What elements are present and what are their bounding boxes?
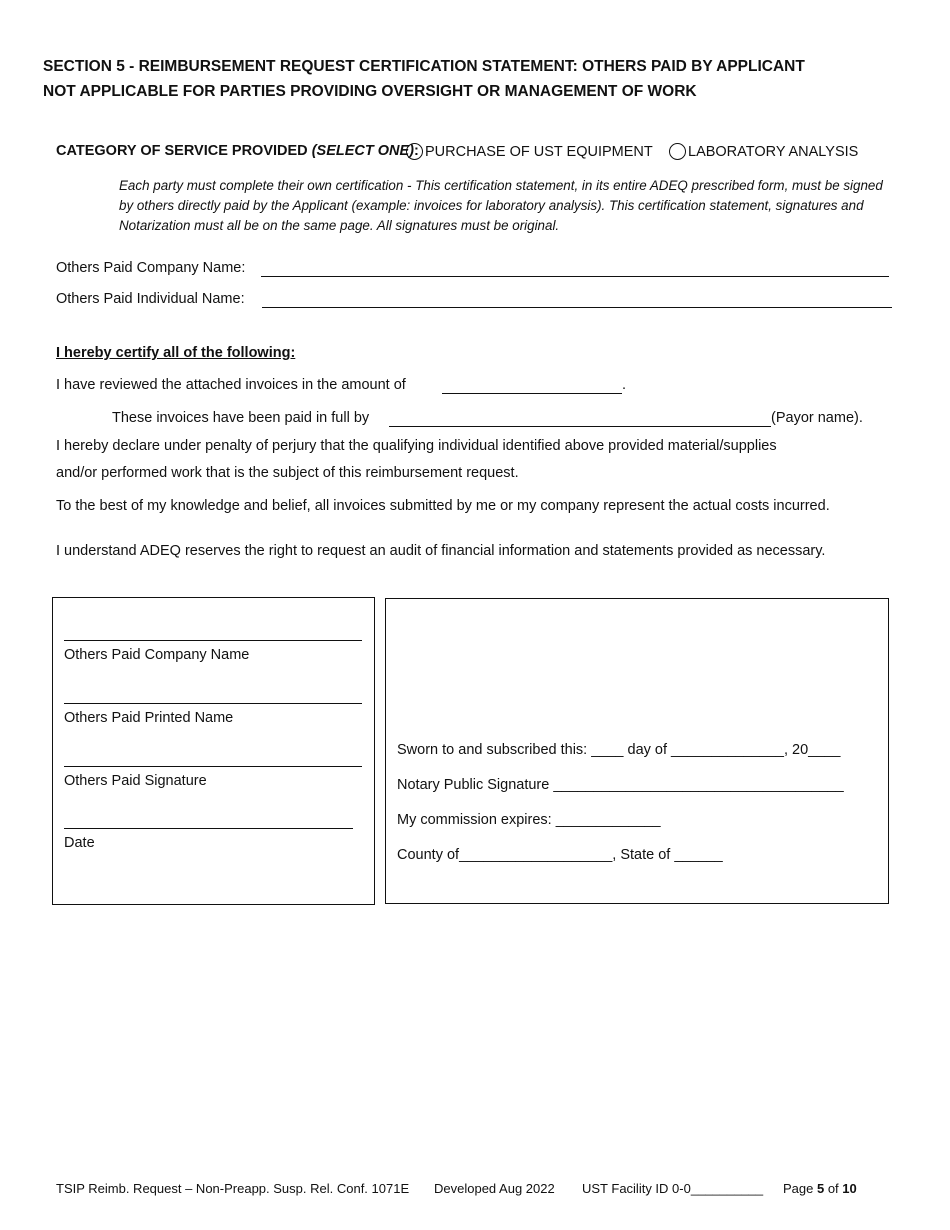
radio-circle-icon[interactable] [406, 143, 423, 160]
section-title: SECTION 5 - REIMBURSEMENT REQUEST CERTIFICATION STATEMENT: OTHERS PAID BY APPLICANT [43, 58, 805, 75]
category-row: CATEGORY OF SERVICE PROVIDED (SELECT ONE): [56, 143, 419, 159]
footer-facility-id: UST Facility ID 0-0__________ [582, 1181, 764, 1196]
category-label: CATEGORY OF SERVICE PROVIDED [56, 143, 312, 159]
paid-in-full-text: These invoices have been paid in full by [112, 410, 370, 426]
invoice-amount-input-line[interactable] [442, 393, 622, 394]
certify-heading: I hereby certify all of the following: [56, 345, 296, 361]
radio-circle-icon[interactable] [669, 143, 686, 160]
instructions-text: Each party must complete their own certification - This certification statement, in its entire ADEQ prescribed form, must be signed by others directly paid by the Applicant (example: invoices for laboratory analysis). This certification statement, signatures and Notarization must all be on the same page. All signatures must be original. [119, 178, 883, 233]
notary-box [385, 598, 889, 904]
footer-page-number: Page 5 of 10 [783, 1181, 857, 1196]
date-caption: Date [64, 835, 95, 851]
printed-name-signature-line[interactable] [64, 703, 362, 704]
payor-name-label: (Payor name). [771, 410, 863, 426]
signature-line[interactable] [64, 766, 362, 767]
footer-developed: Developed Aug 2022 [434, 1181, 555, 1196]
radio-label: PURCHASE OF UST EQUIPMENT [425, 144, 653, 160]
commission-expires-text[interactable]: My commission expires: _____________ [397, 812, 661, 828]
declaration-line-2: and/or performed work that is the subject of this reimbursement request. [56, 465, 519, 481]
individual-name-field: Others Paid Individual Name: [56, 291, 245, 307]
radio-option-ust-equipment[interactable] [406, 143, 653, 160]
printed-name-caption: Others Paid Printed Name [64, 710, 234, 726]
section-subtitle: NOT APPLICABLE FOR PARTIES PROVIDING OVERSIGHT OR MANAGEMENT OF WORK [43, 83, 697, 100]
individual-name-input-line[interactable] [262, 307, 892, 308]
audit-text: I understand ADEQ reserves the right to request an audit of financial information and statements provided as necessary. [56, 543, 826, 559]
signature-caption: Others Paid Signature [64, 773, 207, 789]
notary-signature-text[interactable]: Notary Public Signature ____________________________________ [397, 777, 844, 793]
radio-option-laboratory[interactable] [669, 143, 858, 160]
signature-box [52, 597, 375, 905]
date-signature-line[interactable] [64, 828, 353, 829]
county-state-text[interactable]: County of___________________, State of ______ [397, 847, 723, 863]
invoices-reviewed-text: I have reviewed the attached invoices in the amount of [56, 377, 406, 393]
select-one-label: (SELECT ONE) [311, 143, 414, 159]
footer-form-title: TSIP Reimb. Request – Non-Preapp. Susp. Rel. Conf. 1071E [56, 1181, 410, 1196]
best-knowledge-text: To the best of my knowledge and belief, all invoices submitted by me or my company represent the actual costs incurred. [56, 498, 830, 514]
payor-name-input-line[interactable] [389, 426, 771, 427]
declaration-line-1: I hereby declare under penalty of perjury that the qualifying individual identified above provided material/supplies [56, 438, 777, 454]
company-name-signature-line[interactable] [64, 640, 362, 641]
company-name-input-line[interactable] [261, 276, 889, 277]
company-name-caption: Others Paid Company Name [64, 647, 250, 663]
sworn-text[interactable]: Sworn to and subscribed this: ____ day of ______________, 20____ [397, 742, 841, 758]
company-name-field: Others Paid Company Name: [56, 260, 246, 276]
radio-label: LABORATORY ANALYSIS [688, 144, 859, 160]
